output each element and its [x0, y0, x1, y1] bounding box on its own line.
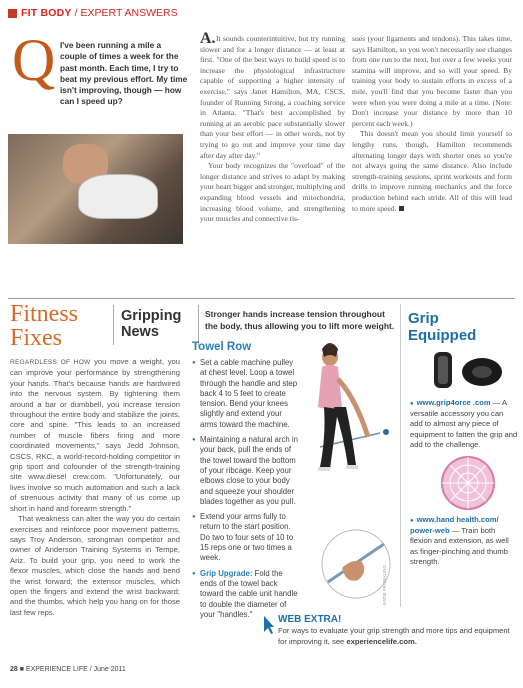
answer-paragraph: Your body recognizes the "overload" of the longer distance and strives to adapt by making your heart bigger and stronger, multiplying and expanding blood vessels and mitochondria, increasing blood volume, and strengthening your muscles and connective tis-	[200, 161, 345, 224]
article-body	[10, 357, 180, 618]
grip-upgrade-item	[192, 569, 300, 620]
grip-item-1	[410, 398, 518, 450]
question-mark-letter: Q	[12, 27, 56, 93]
title-line-2: News	[121, 324, 159, 340]
divider-bar	[113, 305, 114, 345]
web-extra-title: WEB EXTRA!	[278, 614, 342, 625]
section-name: FIT BODY	[21, 7, 72, 19]
towel-row-figure	[300, 335, 390, 525]
grip-item-text: — Train both flexion and extension, as well as finger-pinching and thumb strength.	[410, 526, 509, 566]
lead-small-caps: REGARDLESS OF HOW	[10, 359, 91, 366]
divider-bar	[198, 305, 199, 345]
answer-column-1	[200, 34, 345, 225]
header-separator: /	[74, 7, 78, 19]
article-dek: Stronger hands increase tension throughout the body, thus allowing you to lift more weight.	[205, 309, 395, 331]
step-item: ● Extend your arms fully to return to the start position. Do two to four sets of 10 to 15 reps one or two times a week.	[192, 512, 300, 563]
page-footer: 28 ■ EXPERIENCE LIFE / June 2011	[10, 666, 126, 673]
web-extra-text	[278, 626, 518, 647]
towel-row-heading: Towel Row	[192, 341, 252, 353]
answer-column-2	[352, 34, 512, 214]
sidebar-rule	[400, 304, 401, 607]
body-paragraph: That weakness can alter the way you do certain exercises and reinforce poor movement patterns, says Troy Anderson, strongman competitor and owner of Anderson Training Systems in Tempe, Ariz. To build your grip, you need to work the flexor muscles, which close the hands and bend the wrist forward; the extensor muscles, which open the fingers and extend the wrist backward; and the thumbs, which help you hang on for those last few reps.	[10, 514, 180, 617]
step-item: ● Set a cable machine pulley at chest level. Loop a towel through the handle and step back 4 to 5 feet to create tension. Bend your knees slightly and extend your arms toward the machine.	[192, 358, 300, 430]
title-line-2: Equipped	[408, 327, 477, 344]
title-line-1: Grip	[408, 310, 439, 327]
answer-paragraph: sues (your ligaments and tendons). This takes time, says Hamilton, so you won't necessarily see changes from one run to the next, but over a few weeks your stamina will improve, and so will your speed. By training your body to sustain efforts in excess of a mile, you'll find that you become faster than you were when you were doing a mile at a time. (Note: Don't increase your distance by more than 10 percent each week.)	[352, 34, 512, 128]
article-title	[121, 308, 181, 340]
answer-mark-letter: A.	[200, 30, 216, 47]
body-paragraph	[10, 357, 180, 514]
issue-date: June 2011	[93, 666, 126, 673]
bullet-icon: ●	[410, 518, 414, 524]
grip-equipped-title	[408, 310, 476, 344]
publication-name: EXPERIENCE LIFE	[25, 666, 88, 673]
power-web-product-image	[436, 454, 500, 512]
brand-line-1: Fitness	[10, 301, 79, 327]
grip-upgrade-text: Fold the ends of the towel back toward the cable unit handle to double the diameter of your "handles."	[200, 568, 298, 619]
grip-item-link[interactable]: www.hand health.com/ power-web	[410, 515, 499, 536]
answer-paragraph: It sounds counterintuitive, but try running slower and for a longer distance — at least at first. "One of the best ways to build speed is to increase the physiological infrastructure capable of supporting a higher intensity of exercise," says Janet Hamilton, MA, CSCS, founder of Running Strong, a coaching service in Atlanta. "That's best accomplished by running at an aerobic pace substantially slower than your best effort — in other words, not by trying to go out and improve your time day after day after day."	[200, 34, 345, 160]
photo-credit: KATIE FROEHLING	[382, 565, 387, 606]
end-mark-icon	[399, 206, 404, 211]
section-divider	[8, 298, 515, 299]
brand-line-2: Fixes	[10, 325, 63, 351]
subsection-name: EXPERT ANSWERS	[80, 7, 178, 19]
cursor-icon	[262, 614, 274, 636]
grip-item-link[interactable]: www.grip4orce .com	[416, 398, 491, 407]
step-item: ● Maintaining a natural arch in your back, pull the ends of the towel toward the bottom of your ribcage. Keep your elbows close to your body and squeeze your shoulder blades together as you pull.	[192, 435, 300, 507]
bullet-icon: ●	[410, 401, 414, 407]
section-header	[8, 6, 178, 20]
answer-paragraph	[352, 129, 512, 214]
shoe-shape	[78, 174, 158, 219]
towel-row-steps	[192, 358, 300, 625]
page-number: 28	[10, 666, 18, 673]
web-extra-link[interactable]: experiencelife.com.	[346, 636, 417, 646]
running-shoe-photo	[8, 134, 183, 244]
web-extra-body: For ways to evaluate your grip strength and more tips and equipment for improving it, see	[278, 626, 510, 646]
square-icon	[8, 9, 17, 18]
grip4orce-product-image	[430, 346, 504, 394]
grip-item-text: — A versatile accessory you can add to almost any piece of equipment to fatten the grip and add to the challenge.	[410, 398, 518, 449]
fitness-fixes-brand	[10, 302, 78, 350]
grip-upgrade-label: Grip Upgrade:	[200, 568, 253, 578]
title-line-1: Gripping	[121, 308, 182, 324]
grip-item-2	[410, 515, 518, 567]
body-paragraph-text: you move a weight, you can improve your performance by strengthening your hands. That's because hands are hardwired into the nervous system. By tightening them around a bar or dumbbell, you increase tension throughout the entire body and stabilize the joints, core and spine. "This leads to an increased number of muscle fibers firing and more coordinated movements," says Jedd Johnson, CSCS, RKC, a world-record-holding competitor in grip sport and cofounder of the strength-training site www.diesel crew.com. "Unfortunately, our lives involve so much automation and such a lack of strenuous activity that many of us come up short in hand and forearm strength."	[10, 357, 181, 513]
question-text: I've been running a mile a couple of times a week for the past month. Each time, I try to beat my previous effort. My time isn't improving, though — how can I speed up?	[60, 40, 188, 107]
answer-paragraph-text: This doesn't mean you should limit yourself to lengthy runs, though, Hamilton recommends alternating longer days with shorter ones so you're not always going the same distance. Also include strength-training sessions, sprint workouts and form drills to improve running mechanics and the force production behind each stride. All of this will lead to more speed.	[352, 129, 512, 213]
